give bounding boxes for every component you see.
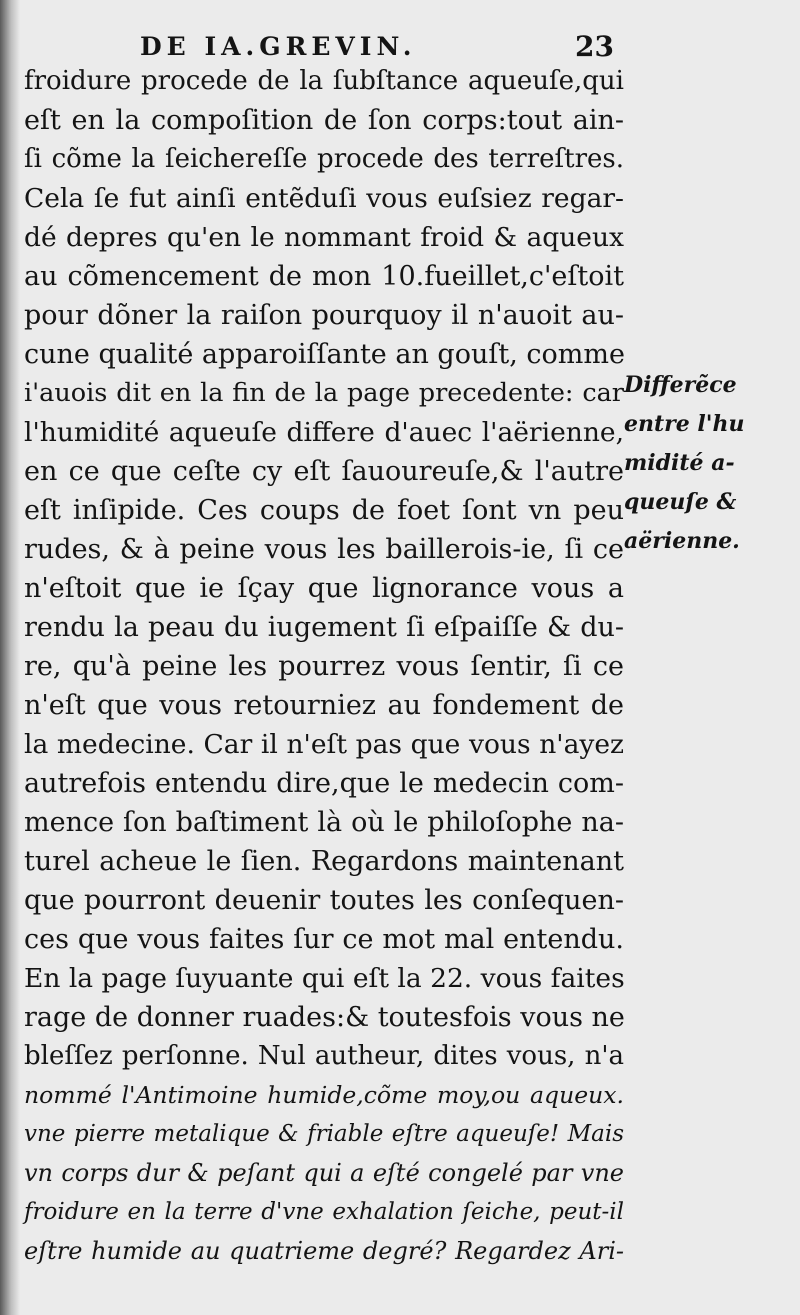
text-line-italic: vne pierre metalique & friable eſtre aqueuſe! Mais [24, 1121, 624, 1147]
text-line: que pourront deuenir toutes les conſequen- [24, 885, 624, 916]
text-line: dé depres qu'en le nommant froid & aqueux [24, 222, 624, 253]
text-line: re, qu'à peine les pourrez vous ſentir, ſi ce [24, 651, 624, 682]
text-line: turel acheue le ſien. Regardons maintenant [24, 846, 624, 877]
running-head: DE IA.GREVIN. [140, 32, 417, 61]
main-text [24, 62, 624, 1271]
text-line: autrefois entendu dire,que le medecin com- [24, 768, 624, 799]
text-line: eſt inſipide. Ces coups de foet ſont vn peu [24, 495, 624, 526]
margin-note-line: aërienne. [624, 528, 740, 554]
text-line: ces que vous faites ſur ce mot mal entendu. [24, 924, 624, 955]
text-line: i'auois dit en la fin de la page precedente: car [24, 378, 624, 408]
text-line: En la page ſuyuante qui eſt la 22. vous faites [24, 963, 625, 994]
text-line-italic: nommé l'Antimoine humide,cõme moy,ou aqueux. [24, 1081, 624, 1109]
text-line-italic: froidure en la terre d'vne exhalation ſeiche, peut-il [24, 1199, 624, 1225]
text-line: en ce que ceſte cy eſt ſauoureuſe,& l'autre [24, 456, 624, 487]
margin-note [624, 366, 796, 561]
text-line: cune qualité apparoiſſante an gouſt, comme [24, 339, 625, 370]
text-line: la medecine. Car il n'eſt pas que vous n'ayez [24, 729, 624, 760]
text-line: bleſſez perſonne. Nul autheur, dites vous, n'a [24, 1041, 624, 1071]
text-line: Cela ſe fut ainſi entẽduſi vous euſsiez regar- [24, 183, 624, 214]
text-line: froidure procede de la ſubſtance aqueuſe,qui [24, 66, 624, 96]
margin-note-line: midité a- [624, 450, 735, 476]
text-line-italic: vn corps dur & peſant qui a eſté congelé par vne [24, 1159, 624, 1187]
margin-note-line: queuſe & [624, 489, 737, 515]
text-line: l'humidité aqueuſe differe d'auec l'aërienne, [24, 417, 624, 448]
page-number: 23 [575, 30, 614, 63]
text-line: n'eſt que vous retourniez au fondement de [24, 690, 624, 721]
text-line: au cõmencement de mon 10.fueillet,c'eſtoit [24, 261, 624, 292]
text-line: pour dõner la raiſon pourquoy il n'auoit au- [24, 300, 624, 331]
text-line: rendu la peau du iugement ſi eſpaiſſe & du- [24, 612, 624, 643]
margin-note-line: entre l'hu [624, 411, 745, 437]
text-line: rudes, & à peine vous les baillerois-ie, ſi ce [24, 534, 624, 565]
text-line: rage de donner ruades:& toutesfois vous ne [24, 1002, 625, 1033]
margin-note-line: Differẽce [624, 372, 737, 398]
text-line-italic: eſtre humide au quatrieme degré? Regardez Ari- [24, 1237, 624, 1265]
text-line: eſt en la compoſition de ſon corps:tout ain- [24, 105, 624, 136]
text-line: mence ſon baſtiment là où le philoſophe na- [24, 807, 624, 838]
text-line: ſi cõme la ſeichereſſe procede des terreſtres. [24, 144, 624, 174]
text-line: n'eſtoit que ie ſçay que lignorance vous a [24, 573, 624, 604]
